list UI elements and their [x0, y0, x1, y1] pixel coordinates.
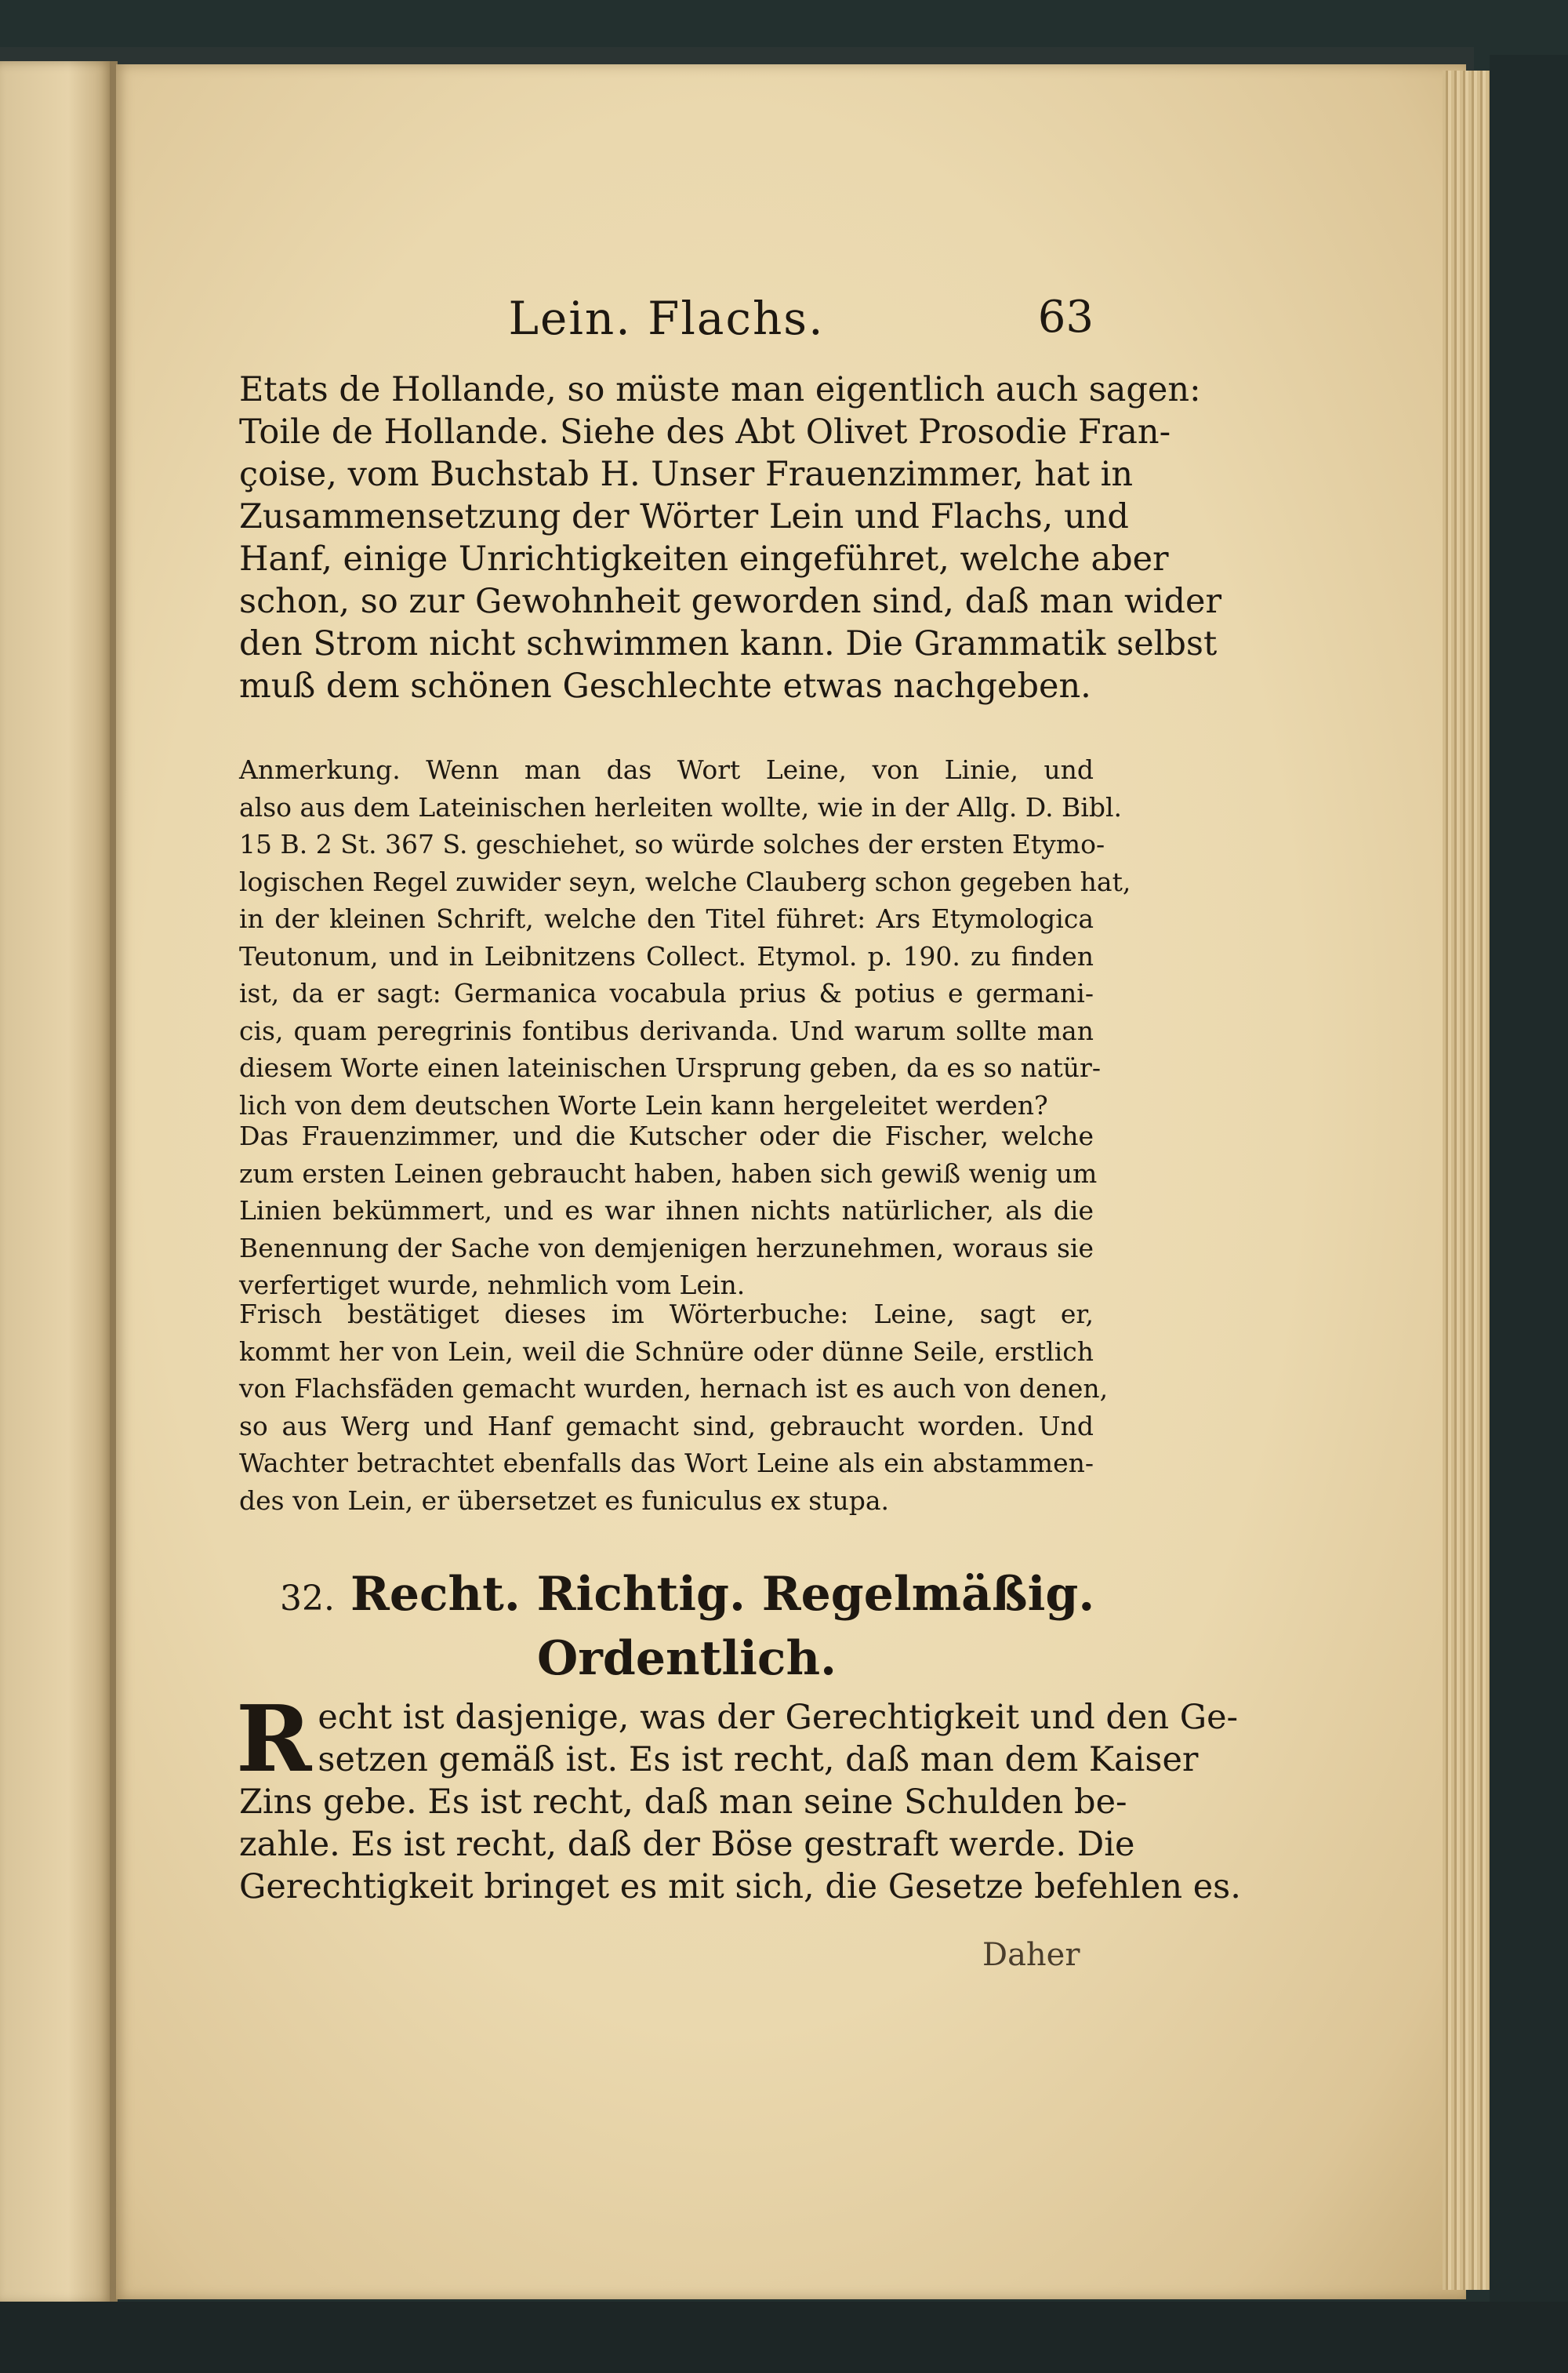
- background-cover: [1490, 55, 1568, 2313]
- running-head-title: Lein. Flachs.: [508, 292, 825, 345]
- text-line: schon, so zur Gewohnheit geworden sind, daß man wider: [239, 582, 1222, 621]
- note-line: verfertiget wurde, nehmlich vom Lein.: [239, 1270, 746, 1300]
- text-line: muß dem schönen Geschlechte etwas nachgeben.: [239, 667, 1091, 706]
- text-line: Hanf, einige Unrichtigkeiten eingeführet, welche aber: [239, 540, 1169, 579]
- section-title-line-2: Ordentlich.: [537, 1631, 837, 1686]
- running-header: [239, 292, 1094, 347]
- section-heading-line-1: [239, 1564, 1094, 1629]
- note-line: lich von dem deutschen Worte Lein kann hergeleitet werden?: [239, 1089, 1048, 1121]
- text-line: Zusammensetzung der Wörter Lein und Flachs, und: [239, 497, 1129, 536]
- text-line: Zins gebe. Es ist recht, daß man seine Schulden be-: [239, 1782, 1127, 1822]
- note-line: des von Lein, er übersetzet es funiculus ex stupa.: [239, 1484, 889, 1516]
- paragraph-2: [236, 1686, 1241, 1908]
- note-line: Linien bekümmert, und es war ihnen nichts natürlicher, als die: [239, 1195, 1094, 1226]
- note-line: Wachter betrachtet ebenfalls das Wort Leine als ein abstammen-: [239, 1448, 1094, 1478]
- text-line: zahle. Es ist recht, daß der Böse gestraft werde. Die: [239, 1825, 1135, 1864]
- note-line: so aus Werg und Hanf gemacht sind, gebraucht worden. Und: [239, 1410, 1094, 1441]
- note-line: also aus dem Lateinischen herleiten wollte, wie in der Allg. D. Bibl.: [239, 791, 1123, 823]
- note-line: ist, da er sagt: Germanica vocabula prius & potius e germani-: [239, 978, 1094, 1008]
- background-bottom: [0, 2302, 1568, 2373]
- text-line: Toile de Hollande. Siehe des Abt Olivet Prosodie Fran-: [239, 412, 1171, 452]
- section-heading: [239, 1564, 1094, 1688]
- left-page-edge: [0, 61, 114, 2304]
- note-line: cis, quam peregrinis fontibus derivanda. Und warum sollte man: [239, 1015, 1094, 1046]
- note-line: kommt her von Lein, weil die Schnüre oder dünne Seile, erstlich: [239, 1335, 1094, 1367]
- drop-cap: R: [236, 1686, 312, 1793]
- note-paragraph-3: [239, 1296, 1109, 1519]
- note-line: 15 B. 2 St. 367 S. geschiehet, so würde solches der ersten Etymo-: [239, 829, 1105, 859]
- note-line: Frisch bestätiget dieses im Wörterbuche: Leine, sagt er,: [239, 1299, 1094, 1329]
- catchword: Daher: [982, 1937, 1080, 1973]
- page-number: 63: [1037, 292, 1094, 343]
- note-line: Das Frauenzimmer, und die Kutscher oder die Fischer, welche: [239, 1121, 1094, 1151]
- note-line: zum ersten Leinen gebraucht haben, haben sich gewiß wenig um: [239, 1157, 1098, 1189]
- note-line: logischen Regel zuwider seyn, welche Clauberg schon gegeben hat,: [239, 866, 1131, 897]
- note-line: in der kleinen Schrift, welche den Titel führet: Ars Etymologica: [239, 903, 1094, 934]
- note-line: Anmerkung. Wenn man das Wort Leine, von Linie, und: [239, 754, 1094, 785]
- text-line: Etats de Hollande, so müste man eigentlich auch sagen:: [239, 370, 1201, 409]
- text-line: Gerechtigkeit bringet es mit sich, die Gesetze befehlen es.: [239, 1867, 1241, 1906]
- page-fore-edge: [1443, 71, 1494, 2290]
- note-line: Teutonum, und in Leibnitzens Collect. Etymol. p. 190. zu finden: [239, 940, 1094, 972]
- text-line: den Strom nicht schwimmen kann. Die Grammatik selbst: [239, 624, 1218, 663]
- section-number: 32.: [280, 1579, 335, 1619]
- note-line: Benennung der Sache von demjenigen herzunehmen, woraus sie: [239, 1232, 1094, 1263]
- text-line: setzen gemäß ist. Es ist recht, daß man dem Kaiser: [318, 1740, 1199, 1779]
- note-anmerkung: [239, 751, 1131, 1124]
- text-line: echt ist dasjenige, was der Gerechtigkeit und den Ge-: [318, 1698, 1239, 1737]
- paragraph-1: [239, 369, 1222, 707]
- note-paragraph-2: [239, 1117, 1098, 1304]
- note-line: von Flachsfäden gemacht wurden, hernach ist es auch von denen,: [239, 1373, 1109, 1404]
- note-line: diesem Worte einen lateinischen Ursprung geben, da es so natür-: [239, 1052, 1101, 1083]
- text-line: çoise, vom Buchstab H. Unser Frauenzimmer, hat in: [239, 455, 1134, 494]
- section-title-line-1: Recht. Richtig. Regelmäßig.: [350, 1567, 1095, 1622]
